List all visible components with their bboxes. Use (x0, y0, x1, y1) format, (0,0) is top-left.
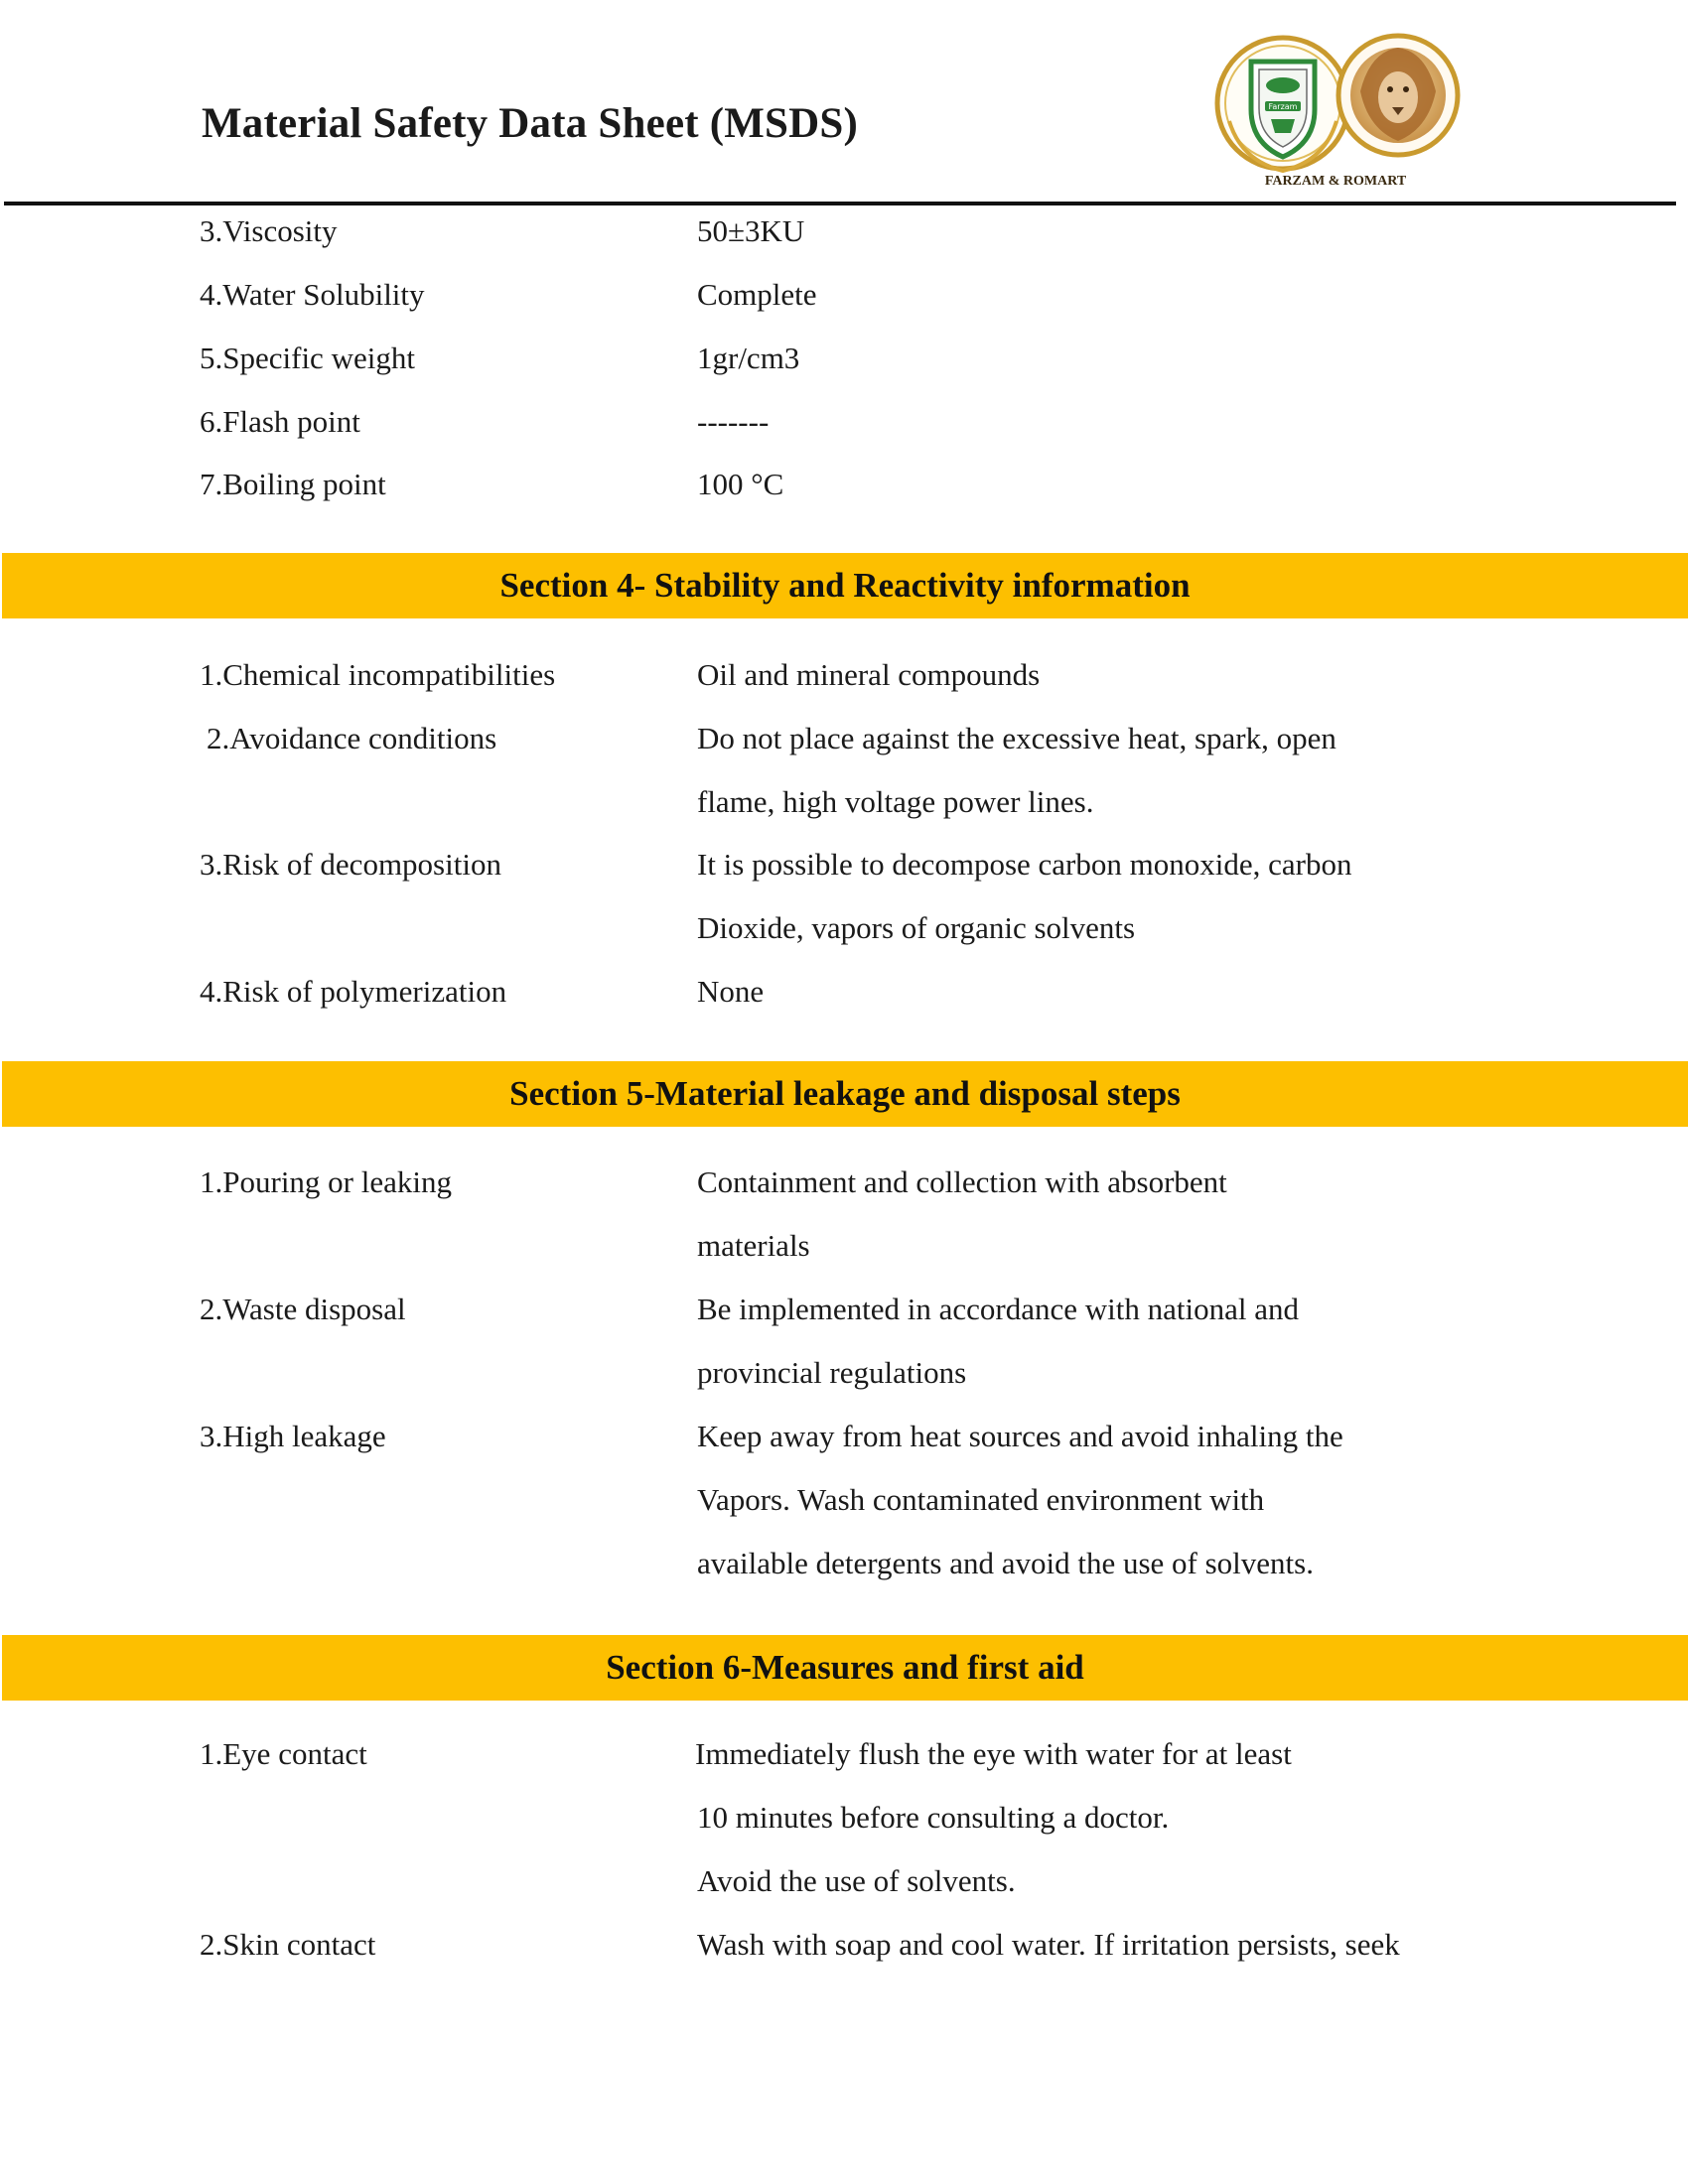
field-label: 2.Skin contact (200, 1927, 376, 1962)
logo-caption: FARZAM & ROMART (1264, 174, 1407, 189)
field-value: Immediately flush the eye with water for at least (695, 1736, 1292, 1771)
property-value: 100 °C (697, 467, 784, 501)
field-value: provincial regulations (697, 1355, 967, 1390)
section-5-title: Section 5-Material leakage and disposal steps (509, 1074, 1181, 1113)
field-value: Keep away from heat sources and avoid inhaling the (697, 1419, 1343, 1453)
section-heading (2, 1635, 1688, 1701)
field-value: None (697, 974, 765, 1009)
field-value: Do not place against the excessive heat, spark, open (697, 721, 1336, 755)
section-heading (2, 1061, 1688, 1127)
property-label: 6.Flash point (200, 404, 360, 439)
field-label: 1.Pouring or leaking (200, 1164, 452, 1199)
field-value: Avoid the use of solvents. (697, 1863, 1016, 1898)
property-value: ------- (697, 404, 770, 439)
field-value: Oil and mineral compounds (697, 657, 1041, 692)
property-label: 4.Water Solubility (200, 277, 425, 312)
field-value: available detergents and avoid the use of solvents. (697, 1546, 1314, 1580)
field-label: 1.Chemical incompatibilities (200, 657, 556, 692)
section-6-title: Section 6-Measures and first aid (606, 1648, 1084, 1687)
lion-emblem (1338, 36, 1458, 155)
field-value: flame, high voltage power lines. (697, 784, 1094, 819)
field-value: It is possible to decompose carbon monoxide, carbon (697, 847, 1352, 882)
property-label: 3.Viscosity (200, 213, 338, 248)
property-value: 1gr/cm3 (697, 341, 800, 375)
field-label: 3.High leakage (200, 1419, 386, 1453)
field-label: 3.Risk of decomposition (200, 847, 501, 882)
field-value: Vapors. Wash contaminated environment with (697, 1482, 1265, 1517)
company-logo (1201, 12, 1470, 196)
field-value: materials (697, 1228, 810, 1263)
page-title: Material Safety Data Sheet (MSDS) (202, 100, 859, 147)
field-label: 4.Risk of polymerization (200, 974, 507, 1009)
field-label: 1.Eye contact (200, 1736, 367, 1771)
field-label: 2.Avoidance conditions (207, 721, 497, 755)
section-4-title: Section 4- Stability and Reactivity information (499, 566, 1191, 605)
shield-emblem (1217, 38, 1348, 171)
logo-badge-text: Farzam (1268, 102, 1298, 111)
field-value: Dioxide, vapors of organic solvents (697, 910, 1136, 945)
field-label: 2.Waste disposal (200, 1292, 406, 1326)
property-value: 50±3KU (697, 213, 805, 248)
field-value: Be implemented in accordance with national and (697, 1292, 1299, 1326)
field-value: Containment and collection with absorbent (697, 1164, 1227, 1199)
property-label: 7.Boiling point (200, 467, 386, 501)
section-heading (2, 553, 1688, 618)
property-value: Complete (697, 277, 817, 312)
field-value: Wash with soap and cool water. If irritation persists, seek (697, 1927, 1400, 1962)
header-divider (4, 202, 1676, 205)
field-value: 10 minutes before consulting a doctor. (697, 1800, 1170, 1835)
property-label: 5.Specific weight (200, 341, 415, 375)
